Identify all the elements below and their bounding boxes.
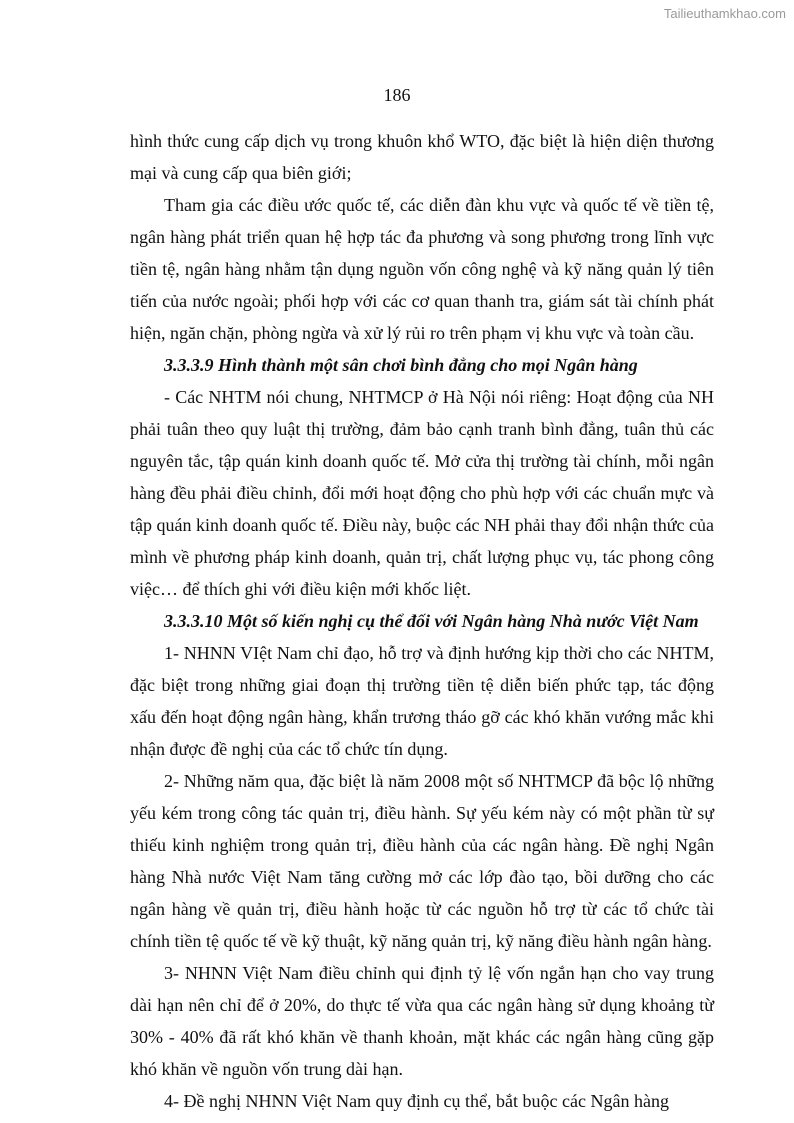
paragraph: Tham gia các điều ước quốc tế, các diễn đàn khu vực và quốc tế về tiền tệ, ngân hàng phát triển quan hệ hợp tác đa phương và song phương trong lĩnh vực tiền tệ, ngân hàng nhằm tận dụng nguồn vốn công nghệ và kỹ năng quản lý tiên tiến của nước ngoài; phối hợp với các cơ quan thanh tra, giám sát tài chính phát hiện, ngăn chặn, phòng ngừa và xử lý rủi ro trên phạm vị khu vực và toàn cầu. [130,195,714,343]
document-body [130,125,714,1117]
paragraph: hình thức cung cấp dịch vụ trong khuôn khổ WTO, đặc biệt là hiện diện thương mại và cung cấp qua biên giới; [130,131,714,183]
paragraph: 2- Những năm qua, đặc biệt là năm 2008 một số NHTMCP đã bộc lộ những yếu kém trong công tác quản trị, điều hành. Sự yếu kém này có một phần từ sự thiếu kinh nghiệm trong quản trị, điều hành của các ngân hàng. Đề nghị Ngân hàng Nhà nước Việt Nam tăng cường mở các lớp đào tạo, bồi dưỡng cho các ngân hàng về quản trị, điều hành hoặc từ các nguồn hỗ trợ từ các tổ chức tài chính tiền tệ quốc tế về kỹ thuật, kỹ năng quản trị, kỹ năng điều hành ngân hàng. [130,771,714,951]
section-heading: 3.3.3.9 Hình thành một sân chơi bình đẳng cho mọi Ngân hàng [164,355,638,375]
watermark: Tailieuthamkhao.com [663,6,786,21]
paragraph: 4- Đề nghị NHNN Việt Nam quy định cụ thể, bắt buộc các Ngân hàng [164,1091,669,1111]
paragraph: - Các NHTM nói chung, NHTMCP ở Hà Nội nói riêng: Hoạt động của NH phải tuân theo quy luật thị trường, đảm bảo cạnh tranh bình đẳng, tuân thủ các nguyên tắc, tập quán kinh doanh quốc tế. Mở cửa thị trường tài chính, mỗi ngân hàng đều phải điều chỉnh, đổi mới hoạt động cho phù hợp với các chuẩn mực và tập quán kinh doanh quốc tế. Điều này, buộc các NH phải thay đổi nhận thức của mình về phương pháp kinh doanh, quản trị, chất lượng phục vụ, tác phong công việc… để thích ghi với điều kiện mới khốc liệt. [130,387,714,599]
paragraph: 3- NHNN Việt Nam điều chỉnh qui định tỷ lệ vốn ngắn hạn cho vay trung dài hạn nên chỉ để ở 20%, do thực tế vừa qua các ngân hàng sử dụng khoảng từ 30% - 40% đã rất khó khăn về thanh khoản, mặt khác các ngân hàng cũng gặp khó khăn về nguồn vốn trung dài hạn. [130,963,714,1079]
section-heading: 3.3.3.10 Một số kiến nghị cụ thể đối với Ngân hàng Nhà nước Việt Nam [164,611,699,631]
paragraph: 1- NHNN VIệt Nam chỉ đạo, hỗ trợ và định hướng kịp thời cho các NHTM, đặc biệt trong những giai đoạn thị trường tiền tệ diễn biến phức tạp, tác động xấu đến hoạt động ngân hàng, khẩn trương tháo gỡ các khó khăn vướng mắc khi nhận được đề nghị của các tổ chức tín dụng. [130,643,714,759]
page-number: 186 [383,85,411,105]
